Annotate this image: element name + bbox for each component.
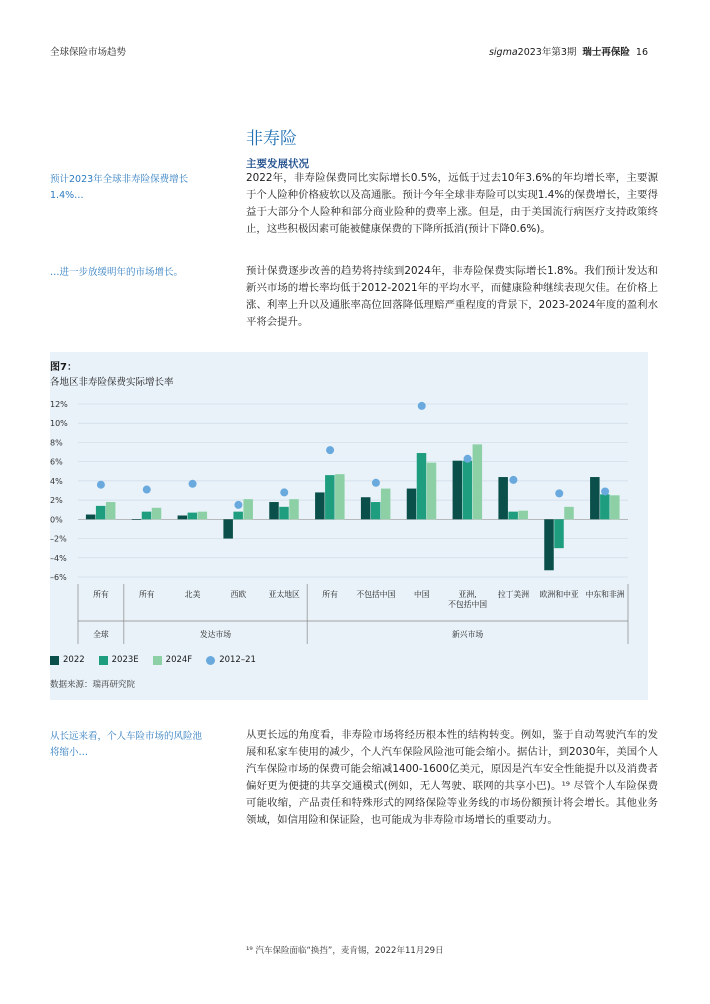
marker-2012-21 bbox=[372, 479, 380, 487]
marker-2012-21 bbox=[143, 486, 151, 494]
bar-2024F bbox=[518, 511, 528, 520]
running-header-issue bbox=[489, 44, 648, 58]
footnote: ¹⁹ 汽车保险面临“换挡”，麦肯锡，2022年11月29日 bbox=[246, 946, 444, 956]
x-tick-label: 拉丁美洲 bbox=[497, 590, 530, 599]
bar-2024F bbox=[335, 474, 345, 519]
marker-2012-21 bbox=[280, 488, 288, 496]
sidenote-2: …进一步放缓明年的市场增长。 bbox=[50, 267, 184, 278]
legend-item bbox=[50, 655, 85, 665]
figure-source: 数据来源：瑞再研究院 bbox=[50, 680, 136, 690]
bar-chart bbox=[50, 392, 648, 652]
brand-label: 瑞士再保险 bbox=[582, 47, 630, 58]
bar-2024F bbox=[564, 507, 574, 519]
bar-2024F bbox=[243, 499, 253, 519]
bar-2023E bbox=[233, 512, 243, 520]
legend-swatch bbox=[99, 656, 108, 665]
x-tick-label: 中东和非洲 bbox=[585, 590, 625, 599]
figure-title: 各地区非寿险保费实际增长率 bbox=[50, 377, 174, 388]
bar-2023E bbox=[508, 512, 517, 520]
marker-2012-21 bbox=[464, 455, 472, 463]
paragraph-2: 预计保费逐步改善的趋势将持续到2024年，非寿险保费实际增长1.8%。我们预计发达和新兴市场的增长率均低于2012-2021年的平均水平，而健康险种继续表现欠佳。在价格上涨、利率上升以及通胀率高位回落降低理赔严重程度的背景下，2023-2024年度的盈利水平将会提升。 bbox=[246, 265, 658, 328]
y-tick-label: 4% bbox=[50, 476, 63, 486]
y-tick-label: 8% bbox=[50, 438, 63, 448]
bar-2024F bbox=[473, 444, 483, 519]
bar-2023E bbox=[325, 475, 335, 519]
bar-2024F bbox=[152, 508, 162, 520]
legend-swatch bbox=[153, 656, 162, 665]
x-tick-label: 亚太地区 bbox=[268, 590, 300, 599]
marker-2012-21 bbox=[418, 402, 426, 410]
bar-2022 bbox=[361, 497, 371, 519]
bar-2022 bbox=[269, 502, 279, 519]
page-number: 16 bbox=[635, 47, 648, 58]
y-tick-label: 12% bbox=[50, 400, 68, 409]
legend-dot bbox=[206, 656, 215, 665]
marker-2012-21 bbox=[509, 476, 517, 484]
bar-2022 bbox=[407, 489, 417, 520]
legend-label: 2012–21 bbox=[219, 655, 256, 665]
marker-2012-21 bbox=[234, 501, 242, 509]
bar-2023E bbox=[96, 506, 106, 519]
x-tick-label: 所有 bbox=[93, 590, 109, 599]
bar-2022 bbox=[178, 515, 188, 519]
bar-2023E bbox=[279, 507, 289, 519]
bar-2024F bbox=[427, 463, 437, 520]
sigma-label: sigma bbox=[488, 47, 518, 58]
sidenote-3: 从长远来看，个人车险市场的风险池将缩小… bbox=[50, 731, 203, 758]
x-tick-label: 所有 bbox=[138, 590, 155, 599]
x-tick-label: 中国 bbox=[413, 590, 430, 599]
bar-2022 bbox=[315, 492, 325, 519]
y-tick-label: –4% bbox=[50, 553, 67, 563]
legend-item bbox=[99, 655, 139, 665]
bar-2024F bbox=[198, 512, 208, 520]
marker-2012-21 bbox=[555, 489, 563, 497]
bar-2023E bbox=[142, 512, 152, 520]
bar-2023E bbox=[371, 502, 381, 519]
bar-2022 bbox=[544, 519, 554, 570]
section-subtitle: 主要发展状况 bbox=[246, 158, 309, 170]
legend-label: 2022 bbox=[63, 655, 85, 665]
bar-2023E bbox=[463, 461, 473, 520]
legend-swatch bbox=[50, 656, 59, 665]
bar-2024F bbox=[106, 502, 116, 519]
marker-2012-21 bbox=[601, 487, 609, 495]
bar-2022 bbox=[86, 515, 96, 520]
marker-2012-21 bbox=[189, 480, 197, 488]
legend-item bbox=[153, 655, 193, 665]
x-tick-label: 不包括中国 bbox=[448, 600, 488, 609]
marker-2012-21 bbox=[326, 446, 334, 454]
bar-2024F bbox=[289, 499, 299, 519]
y-tick-label: –2% bbox=[50, 534, 67, 544]
bar-2023E bbox=[417, 453, 427, 519]
y-tick-label: –6% bbox=[50, 573, 67, 582]
legend-item bbox=[206, 655, 256, 665]
y-tick-label: 0% bbox=[50, 515, 63, 525]
paragraph-3: 从更长远的角度看，非寿险市场将经历根本性的结构转变。例如，鉴于自动驾驶汽车的发展和私家车使用的减少，个人汽车保险风险池可能会缩小。据估计，到2030年，美国个人汽车保险市场的保费可能会缩减1400-1600亿美元，原因是汽车安全性能提升以及消费者偏好更为便捷的共享交通模式(例如，无人驾驶、联网的共享小巴)。¹⁹ 尽管个人车险保费可能收缩，产品责任和特殊形式的网络保险等业务线的市场份额预计将会增长。其他业务领域，如信用险和保证险，也可能成为非寿险市场增长的重要动力。 bbox=[246, 729, 658, 826]
x-tick-label: 所有 bbox=[322, 590, 338, 599]
legend-label: 2023E bbox=[111, 655, 139, 665]
bar-2022 bbox=[498, 477, 508, 519]
group-label: 全球 bbox=[93, 630, 109, 639]
bar-2023E bbox=[600, 494, 610, 519]
bar-2022 bbox=[223, 519, 233, 538]
running-header-title: 全球保险市场趋势 bbox=[50, 47, 127, 58]
bar-2022 bbox=[453, 461, 463, 520]
figure-label: 图7： bbox=[50, 362, 77, 373]
issue-label: 2023年第3期 bbox=[517, 47, 577, 58]
bar-2023E bbox=[188, 513, 198, 520]
x-tick-label: 欧洲和中亚 bbox=[539, 590, 579, 599]
section-title: 非寿险 bbox=[246, 129, 297, 149]
bar-2022 bbox=[132, 519, 142, 520]
legend-label: 2024F bbox=[165, 655, 193, 665]
bar-2022 bbox=[590, 477, 600, 519]
bar-2023E bbox=[554, 519, 564, 548]
x-tick-label: 不包括中国 bbox=[356, 590, 396, 599]
y-tick-label: 2% bbox=[50, 496, 63, 506]
x-tick-label: 北美 bbox=[184, 590, 201, 599]
x-tick-label: 亚洲, bbox=[458, 590, 477, 599]
bar-2024F bbox=[381, 489, 391, 520]
marker-2012-21 bbox=[97, 481, 105, 489]
y-tick-label: 6% bbox=[50, 457, 63, 467]
group-label: 新兴市场 bbox=[451, 630, 484, 639]
sidenote-1: 预计2023年全球非寿险保费增长1.4%… bbox=[50, 174, 189, 201]
x-tick-label: 西欧 bbox=[230, 590, 247, 599]
y-tick-label: 10% bbox=[50, 419, 68, 429]
group-label: 发达市场 bbox=[199, 630, 232, 639]
chart-legend bbox=[50, 655, 256, 665]
bar-2024F bbox=[610, 495, 620, 519]
paragraph-1: 2022年，非寿险保费同比实际增长0.5%，远低于过去10年3.6%的年均增长率，主要源于个人险种价格疲软以及高通胀。预计今年全球非寿险可以实现1.4%的保费增长，主要得益于大部分个人险种和部分商业险种的费率上涨。但是，由于美国流行病医疗支持政策终止，这些积极因素可能被健康保费的下降所抵消(预计下降0.6%)。 bbox=[246, 172, 658, 235]
